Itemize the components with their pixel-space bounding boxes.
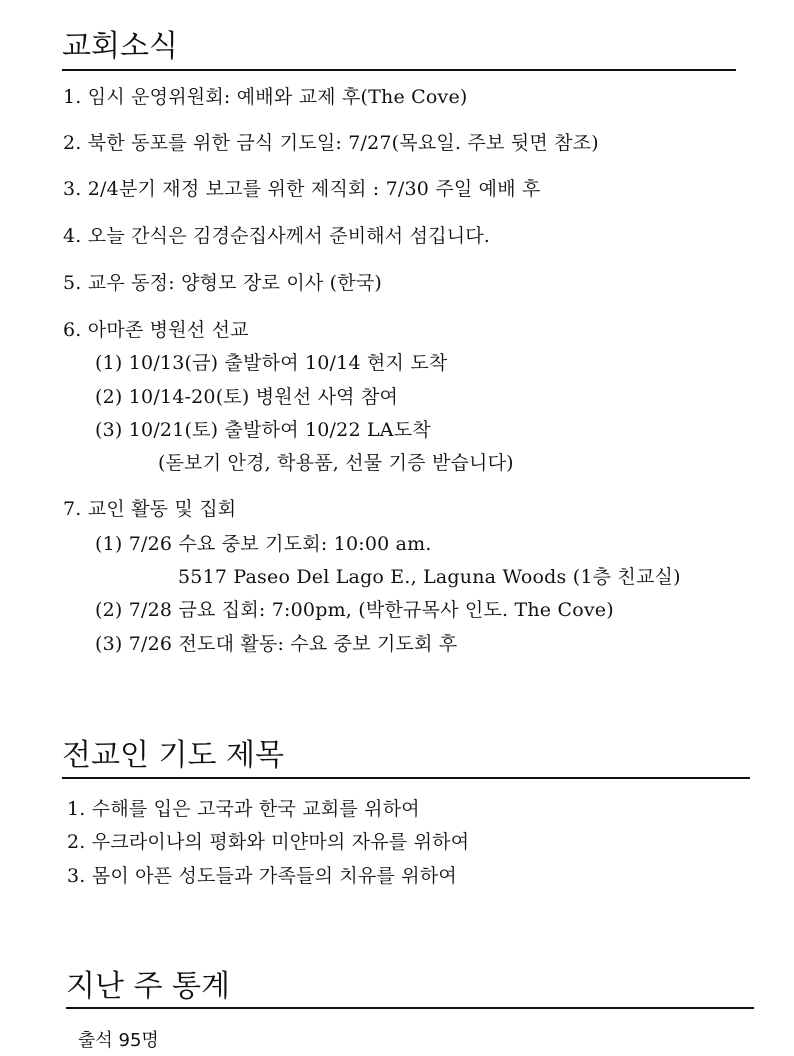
activity-subitem-3: (3) 7/26 전도대 활동: 수요 중보 기도회 후 xyxy=(95,633,458,655)
news-item-5: 5. 교우 동정: 양형모 장로 이사 (한국) xyxy=(63,272,382,294)
activity-address: 5517 Paseo Del Lago E., Laguna Woods (1층 친교실) xyxy=(178,566,681,588)
church-news-title: 교회소식 xyxy=(62,29,178,64)
prayer-requests-title: 전교인 기도 제목 xyxy=(62,738,284,773)
amazon-donation-note: (돋보기 안경, 학용품, 선물 기증 받습니다) xyxy=(158,452,514,474)
activity-subitem-1: (1) 7/26 수요 중보 기도회: 10:00 am. xyxy=(95,533,432,555)
church-news-divider xyxy=(62,69,736,71)
weekly-stats-title: 지난 주 통계 xyxy=(66,969,230,1004)
prayer-requests-divider xyxy=(62,777,750,779)
amazon-subitem-1: (1) 10/13(금) 출발하여 10/14 현지 도착 xyxy=(95,352,448,374)
news-item-6: 6. 아마존 병원선 선교 xyxy=(63,319,249,341)
amazon-subitem-2: (2) 10/14-20(토) 병원선 사역 참여 xyxy=(95,386,399,408)
prayer-item-3: 3. 몸이 아픈 성도들과 가족들의 치유를 위하여 xyxy=(67,865,457,887)
news-item-2: 2. 북한 동포를 위한 금식 기도일: 7/27(목요일. 주보 뒷면 참조) xyxy=(63,132,599,154)
news-item-3: 3. 2/4분기 재정 보고를 위한 제직회 : 7/30 주일 예배 후 xyxy=(63,178,541,200)
weekly-stats-divider xyxy=(66,1007,754,1009)
amazon-subitem-3: (3) 10/21(토) 출발하여 10/22 LA도착 xyxy=(95,419,431,441)
prayer-item-1: 1. 수해를 입은 고국과 한국 교회를 위하여 xyxy=(67,798,420,820)
news-item-4: 4. 오늘 간식은 김경순집사께서 준비해서 섬깁니다. xyxy=(63,225,491,247)
news-item-1: 1. 임시 운영위원회: 예배와 교제 후(The Cove) xyxy=(63,86,468,108)
news-item-7: 7. 교인 활동 및 집회 xyxy=(63,498,237,520)
activity-subitem-2: (2) 7/28 금요 집회: 7:00pm, (박한규목사 인도. The Cove) xyxy=(95,599,614,621)
prayer-item-2: 2. 우크라이나의 평화와 미얀마의 자유를 위하여 xyxy=(67,831,470,853)
attendance-count: 출석 95명 xyxy=(78,1030,159,1051)
